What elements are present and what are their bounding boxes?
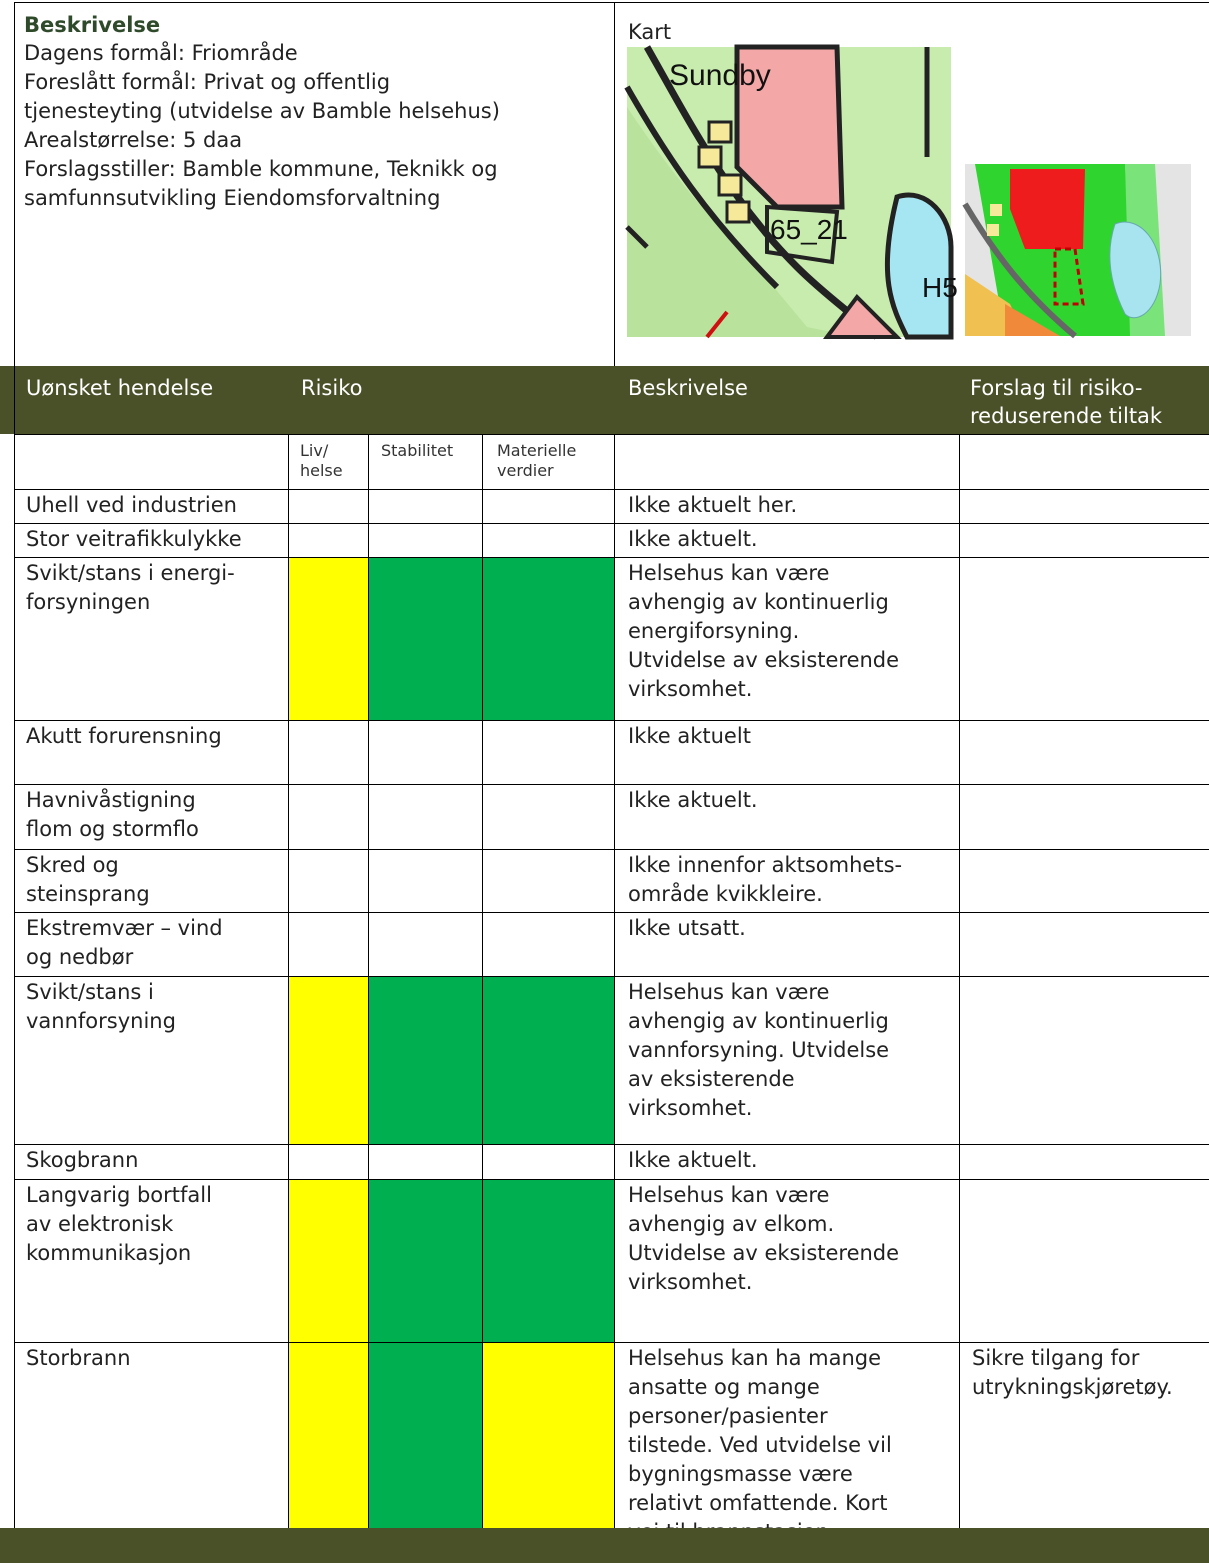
header-measures: Forslag til risiko- reduserende tiltak: [970, 376, 1163, 428]
grid-line: [959, 434, 960, 1528]
row-description: Ikke aktuelt.: [628, 1148, 758, 1172]
risk-cell-green: [368, 976, 482, 1144]
grid-line: [288, 434, 289, 1528]
row-event: Svikt/stans i vannforsyning: [26, 980, 176, 1033]
description-title: Beskrivelse: [24, 13, 161, 37]
row-description: Ikke utsatt.: [628, 916, 746, 940]
map-zone-label: 65_21: [770, 214, 848, 245]
header-description: Beskrivelse: [628, 376, 748, 400]
description-line: Forslagsstiller: Bamble kommune, Teknikk og: [24, 157, 498, 181]
row-description: Helsehus kan være avhengig av elkom. Utvidelse av eksisterende virksomhet.: [628, 1183, 900, 1294]
table-footer: [0, 1528, 1209, 1563]
risk-cell-green: [482, 557, 615, 720]
map-zone-label: H5: [922, 272, 958, 303]
grid-line: [614, 434, 615, 1528]
row-description: Ikke aktuelt.: [628, 527, 758, 551]
row-event: Stor veitrafikkulykke: [26, 527, 242, 551]
risk-cell-green: [482, 1179, 615, 1342]
description-line: Foreslått formål: Privat og offentlig: [24, 70, 391, 94]
row-description: Ikke aktuelt her.: [628, 493, 798, 517]
row-event: Akutt forurensning: [26, 724, 222, 748]
risk-cell-green: [368, 557, 482, 720]
row-description: Helsehus kan være avhengig av kontinuerlig energiforsyning. Utvidelse av eksisterende virksomhet.: [628, 561, 900, 701]
grid-line: [14, 489, 1209, 490]
row-event: Skogbrann: [26, 1148, 139, 1172]
subheader-life-health: Liv/ helse: [300, 441, 343, 480]
risk-cell-yellow: [288, 1179, 368, 1342]
description-line: tjenesteyting (utvidelse av Bamble helsehus): [24, 99, 500, 123]
row-event: Langvarig bortfall av elektronisk kommunikasjon: [26, 1183, 212, 1265]
risk-cell-green: [482, 976, 615, 1144]
grid-line: [368, 434, 369, 1528]
top-border: [14, 2, 1209, 3]
grid-line: [14, 849, 1209, 850]
header-event: Uønsket hendelse: [26, 376, 214, 400]
risk-cell-green: [368, 1179, 482, 1342]
grid-line: [14, 784, 1209, 785]
row-event: Skred og steinsprang: [26, 853, 150, 906]
risk-cell-yellow: [288, 976, 368, 1144]
row-event: Storbrann: [26, 1346, 131, 1370]
grid-line: [14, 434, 1209, 435]
top-divider: [614, 2, 615, 366]
risk-cell-green: [368, 1342, 482, 1528]
row-event: Ekstremvær – vind og nedbør: [26, 916, 223, 969]
description-line: Dagens formål: Friområde: [24, 41, 298, 65]
grid-line: [482, 434, 483, 1528]
description-block: [24, 12, 604, 213]
left-border: [14, 2, 15, 1528]
map-place-label: Sundby: [669, 59, 771, 92]
row-description: Ikke aktuelt.: [628, 788, 758, 812]
overview-map-image: [965, 164, 1191, 336]
row-event: Havnivåstigning flom og stormflo: [26, 788, 199, 841]
description-line: samfunnsutvikling Eiendomsforvaltning: [24, 186, 441, 210]
risk-cell-yellow: [288, 557, 368, 720]
grid-line: [14, 720, 1209, 721]
grid-line: [14, 976, 1209, 977]
risk-cell-yellow: [288, 1342, 368, 1528]
grid-line: [14, 523, 1209, 524]
grid-line: [14, 1144, 1209, 1145]
row-description: Helsehus kan ha mange ansatte og mange personer/pasienter tilstede. Ved utvidelse vil bygningsmasse være relativt omfattende. Kort: [628, 1346, 892, 1515]
risk-cell-yellow: [482, 1342, 615, 1528]
header-risk: Risiko: [301, 376, 363, 400]
map-image: [627, 47, 958, 337]
row-description: Ikke innenfor aktsomhets- område kvikkleire.: [628, 853, 903, 906]
grid-line: [14, 912, 1209, 913]
row-description: Helsehus kan være avhengig av kontinuerlig vannforsyning. Utvidelse av eksisterende virksomhet.: [628, 980, 890, 1120]
row-description: Ikke aktuelt: [628, 724, 751, 748]
grid-line: [14, 1342, 1209, 1343]
row-event: Uhell ved industrien: [26, 493, 237, 517]
description-line: Arealstørrelse: 5 daa: [24, 128, 243, 152]
row-measure: Sikre tilgang for utrykningskjøretøy.: [972, 1346, 1173, 1399]
subheader-material-values: Materielle verdier: [497, 441, 577, 480]
grid-line: [14, 557, 1209, 558]
map-label: Kart: [628, 20, 672, 44]
row-event: Svikt/stans i energi- forsyningen: [26, 561, 235, 614]
grid-line: [14, 1179, 1209, 1180]
subheader-stability: Stabilitet: [381, 441, 454, 460]
